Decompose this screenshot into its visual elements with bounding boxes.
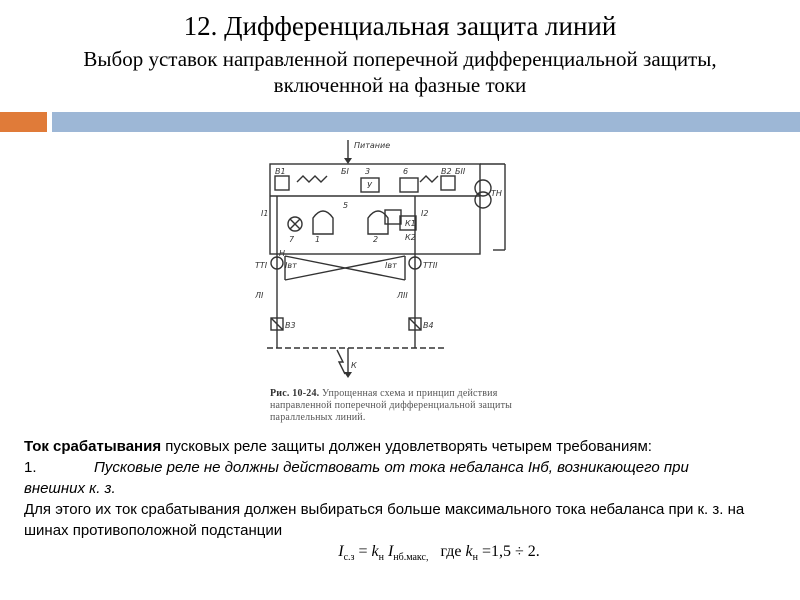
label-2: 2 — [373, 235, 379, 244]
figure-caption — [270, 388, 520, 424]
label-1: 1 — [315, 235, 321, 244]
requirement-1 — [24, 457, 784, 478]
label-li: ЛI — [255, 291, 264, 300]
caption-text: Упрощенная схема и принцип действия направленной поперечной дифференциальной защиты параллельных линий. — [270, 388, 513, 423]
label-idi: Iвт — [285, 261, 297, 270]
label-6: 6 — [403, 167, 409, 176]
label-v3: В3 — [285, 321, 296, 330]
body-text — [24, 436, 784, 568]
subtitle-line-2: включенной на фазные токи — [273, 73, 527, 97]
label-3: 3 — [365, 167, 371, 176]
label-i1: I1 — [261, 209, 269, 218]
label-7: 7 — [289, 235, 295, 244]
label-ttii: ТТII — [423, 261, 438, 270]
label-lii: ЛII — [397, 291, 408, 300]
label-v2: В2 — [441, 167, 452, 176]
label-power: Питание — [354, 141, 391, 150]
slide-subtitle — [40, 46, 760, 98]
accent-bar — [0, 112, 47, 132]
label-b1: БI — [341, 167, 349, 176]
label-v4: В4 — [423, 321, 434, 330]
label-5: 5 — [343, 201, 349, 210]
caption-fig-number: Рис. 10-24. — [270, 388, 320, 399]
label-b2: БII — [455, 167, 466, 176]
slide-title: 12. Дифференциальная защита линий — [183, 11, 617, 41]
header-rule-bar — [52, 112, 800, 132]
subtitle-line-1: Выбор уставок направленной поперечной дифференциальной защиты, — [83, 47, 717, 71]
label-k: К — [351, 361, 357, 370]
intro-rest: пусковых реле защиты должен удовлетворять четырем требованиям: — [161, 438, 652, 455]
label-v1: В1 — [275, 167, 286, 176]
label-y: У — [367, 181, 372, 190]
requirement-1-number: 1. — [24, 459, 37, 476]
requirement-1-text: Пусковые реле не должны действовать от тока небаланса Iнб, возникающего при — [94, 459, 689, 476]
label-k2: К2 — [405, 233, 416, 242]
label-tti: ТТI — [255, 261, 268, 270]
requirement-1-continuation: внешних к. з. — [24, 480, 116, 497]
label-n: Н — [279, 249, 286, 258]
label-i2: I2 — [421, 209, 429, 218]
label-k1: К1 — [405, 219, 416, 228]
explanation-paragraph: Для этого их ток срабатывания должен выбираться больше максимального тока небаланса при к. з. на шинах противоположной подстанции — [24, 501, 745, 539]
label-idii: Iвт — [385, 261, 397, 270]
label-tn: ТН — [491, 189, 502, 198]
circuit-diagram — [255, 138, 545, 430]
formula: $I_{с.з} = k_н$ $I_{нб.макс,}$ где $k_н =1,5 \div 2$. — [338, 543, 540, 564]
intro-bold: Ток срабатывания — [24, 438, 162, 455]
intro-paragraph — [24, 436, 784, 457]
